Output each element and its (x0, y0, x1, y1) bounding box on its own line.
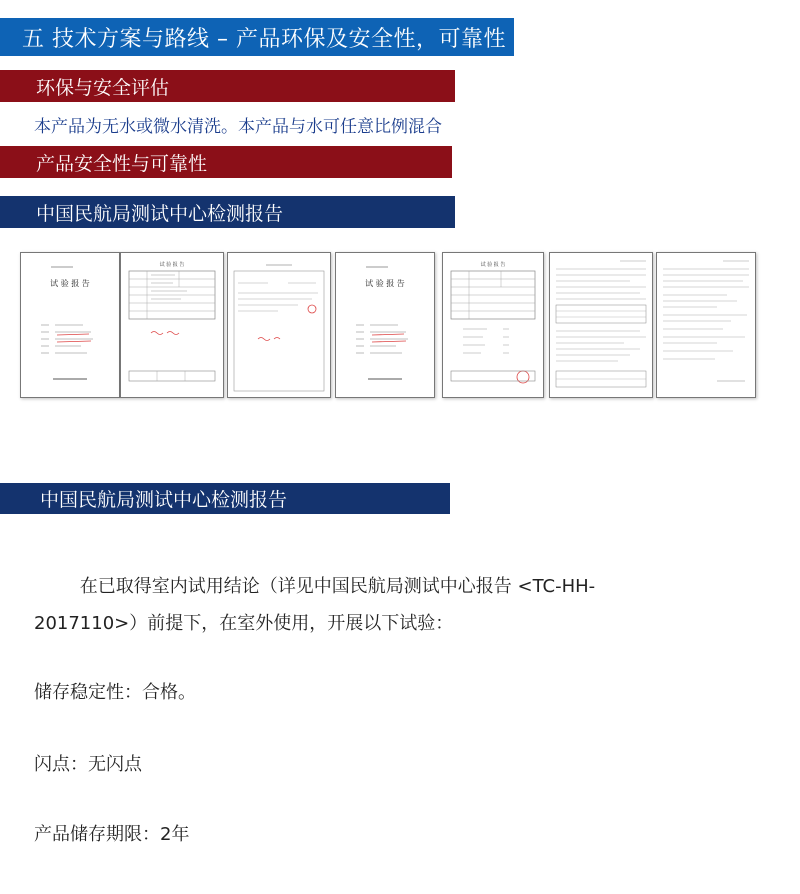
env-description: 本产品为无水或微水清洗。本产品与水可任意比例混合 (34, 117, 442, 137)
flash-point-result: 闪点：无闪点 (34, 754, 142, 775)
caac-report-heading-2-text: 中国民航局测试中心检测报告 (40, 489, 288, 511)
report-cover-title: 试 验 报 告 (50, 279, 90, 288)
test-intro-line-2: 2017110>）前提下，在室外使用，开展以下试验： (34, 613, 454, 634)
report-thumbnail (227, 252, 331, 398)
report-thumbnail (549, 252, 653, 398)
section-main-heading (0, 18, 514, 56)
caac-report-heading-2 (0, 483, 450, 514)
test-intro-line-1: 在已取得室内试用结论（详见中国民航局测试中心报告 <TC-HH- (34, 576, 596, 597)
report-thumbnail (20, 252, 120, 398)
report-page-title: 试 验 报 告 (159, 262, 185, 268)
product-safety-heading-text: 产品安全性与可靠性 (36, 152, 208, 175)
env-safety-heading (0, 70, 455, 102)
env-safety-heading-text: 环保与安全评估 (36, 76, 170, 99)
shelf-life-result: 产品储存期限：2年 (34, 824, 190, 845)
caac-report-heading-text: 中国民航局测试中心检测报告 (36, 202, 284, 225)
report-thumbnail (656, 252, 756, 398)
test-intro-paragraph (34, 568, 595, 642)
caac-report-heading (0, 196, 455, 228)
storage-stability-result: 储存稳定性：合格。 (34, 682, 196, 703)
report-thumbnail (335, 252, 435, 398)
product-safety-heading (0, 146, 452, 178)
report-thumbnail (442, 252, 544, 398)
report-thumbnail (120, 252, 224, 398)
section-main-heading-text: 五 技术方案与路线 – 产品环保及安全性，可靠性 (22, 26, 506, 52)
report-cover-title: 试 验 报 告 (365, 279, 405, 288)
report-page-title: 试 验 报 告 (480, 262, 506, 268)
